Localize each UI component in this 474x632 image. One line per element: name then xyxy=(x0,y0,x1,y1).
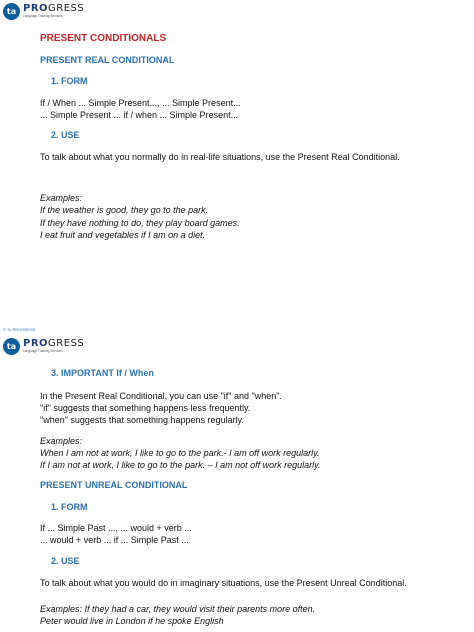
form-heading: 1. FORM xyxy=(51,502,88,512)
use-heading: 2. USE xyxy=(51,556,80,566)
progress-logo xyxy=(3,338,84,355)
logo-tagline: Language Training Services xyxy=(23,349,63,354)
example-line: Peter would live in London if he spoke English xyxy=(40,616,224,626)
form-line: If ... Simple Past ..., ... would + verb ... xyxy=(40,523,192,533)
logo-tagline: Language Training Services xyxy=(23,14,63,19)
logo-circle-icon: ta xyxy=(3,338,20,355)
logo-brand: PROGRESS xyxy=(23,3,85,15)
important-line: "when" suggests that something happens regularly. xyxy=(40,415,244,425)
page-title: PRESENT CONDITIONALS xyxy=(40,33,167,44)
examples-label: Examples: xyxy=(40,193,83,203)
example-line: Examples: If they had a car, they would visit their parents more often. xyxy=(40,604,316,614)
example-line: If they have nothing to do, they play board games. xyxy=(40,218,240,228)
use-text: To talk about what you would do in imaginary situations, use the Present Unreal Conditional. xyxy=(40,578,407,588)
important-heading: 3. IMPORTANT If / When xyxy=(51,368,154,378)
section-heading-unreal: PRESENT UNREAL CONDITIONAL xyxy=(40,480,188,490)
form-line: ... Simple Present ... if / when ... Simple Present... xyxy=(40,110,239,120)
example-line: When I am not at work, I like to go to the park.- I am off work regularly. xyxy=(40,448,320,458)
form-heading: 1. FORM xyxy=(51,76,88,86)
section-heading-real: PRESENT REAL CONDITIONAL xyxy=(40,55,175,65)
use-heading: 2. USE xyxy=(51,130,80,140)
form-line: If / When ... Simple Present..., ... Simple Present... xyxy=(40,98,241,108)
form-line: ... would + verb ... if ... Simple Past ... xyxy=(40,535,189,545)
examples-label: Examples: xyxy=(40,436,83,446)
example-line: I eat fruit and vegetables if I am on a diet. xyxy=(40,230,206,240)
use-text: To talk about what you normally do in real-life situations, use the Present Real Conditional. xyxy=(40,152,400,162)
important-line: "if" suggests that something happens less frequently. xyxy=(40,403,251,413)
example-line: If the weather is good, they go to the park. xyxy=(40,205,209,215)
important-line: In the Present Real Conditional, you can use "if" and "when". xyxy=(40,391,282,401)
example-line: If I am not at work, I like to go to the park. – I am not off work regularly. xyxy=(40,460,321,470)
footer-note: © Tu PROGRESS xyxy=(3,327,36,332)
logo-circle-icon: ta xyxy=(3,3,20,20)
logo-brand: PROGRESS xyxy=(23,338,85,350)
progress-logo xyxy=(3,3,84,20)
